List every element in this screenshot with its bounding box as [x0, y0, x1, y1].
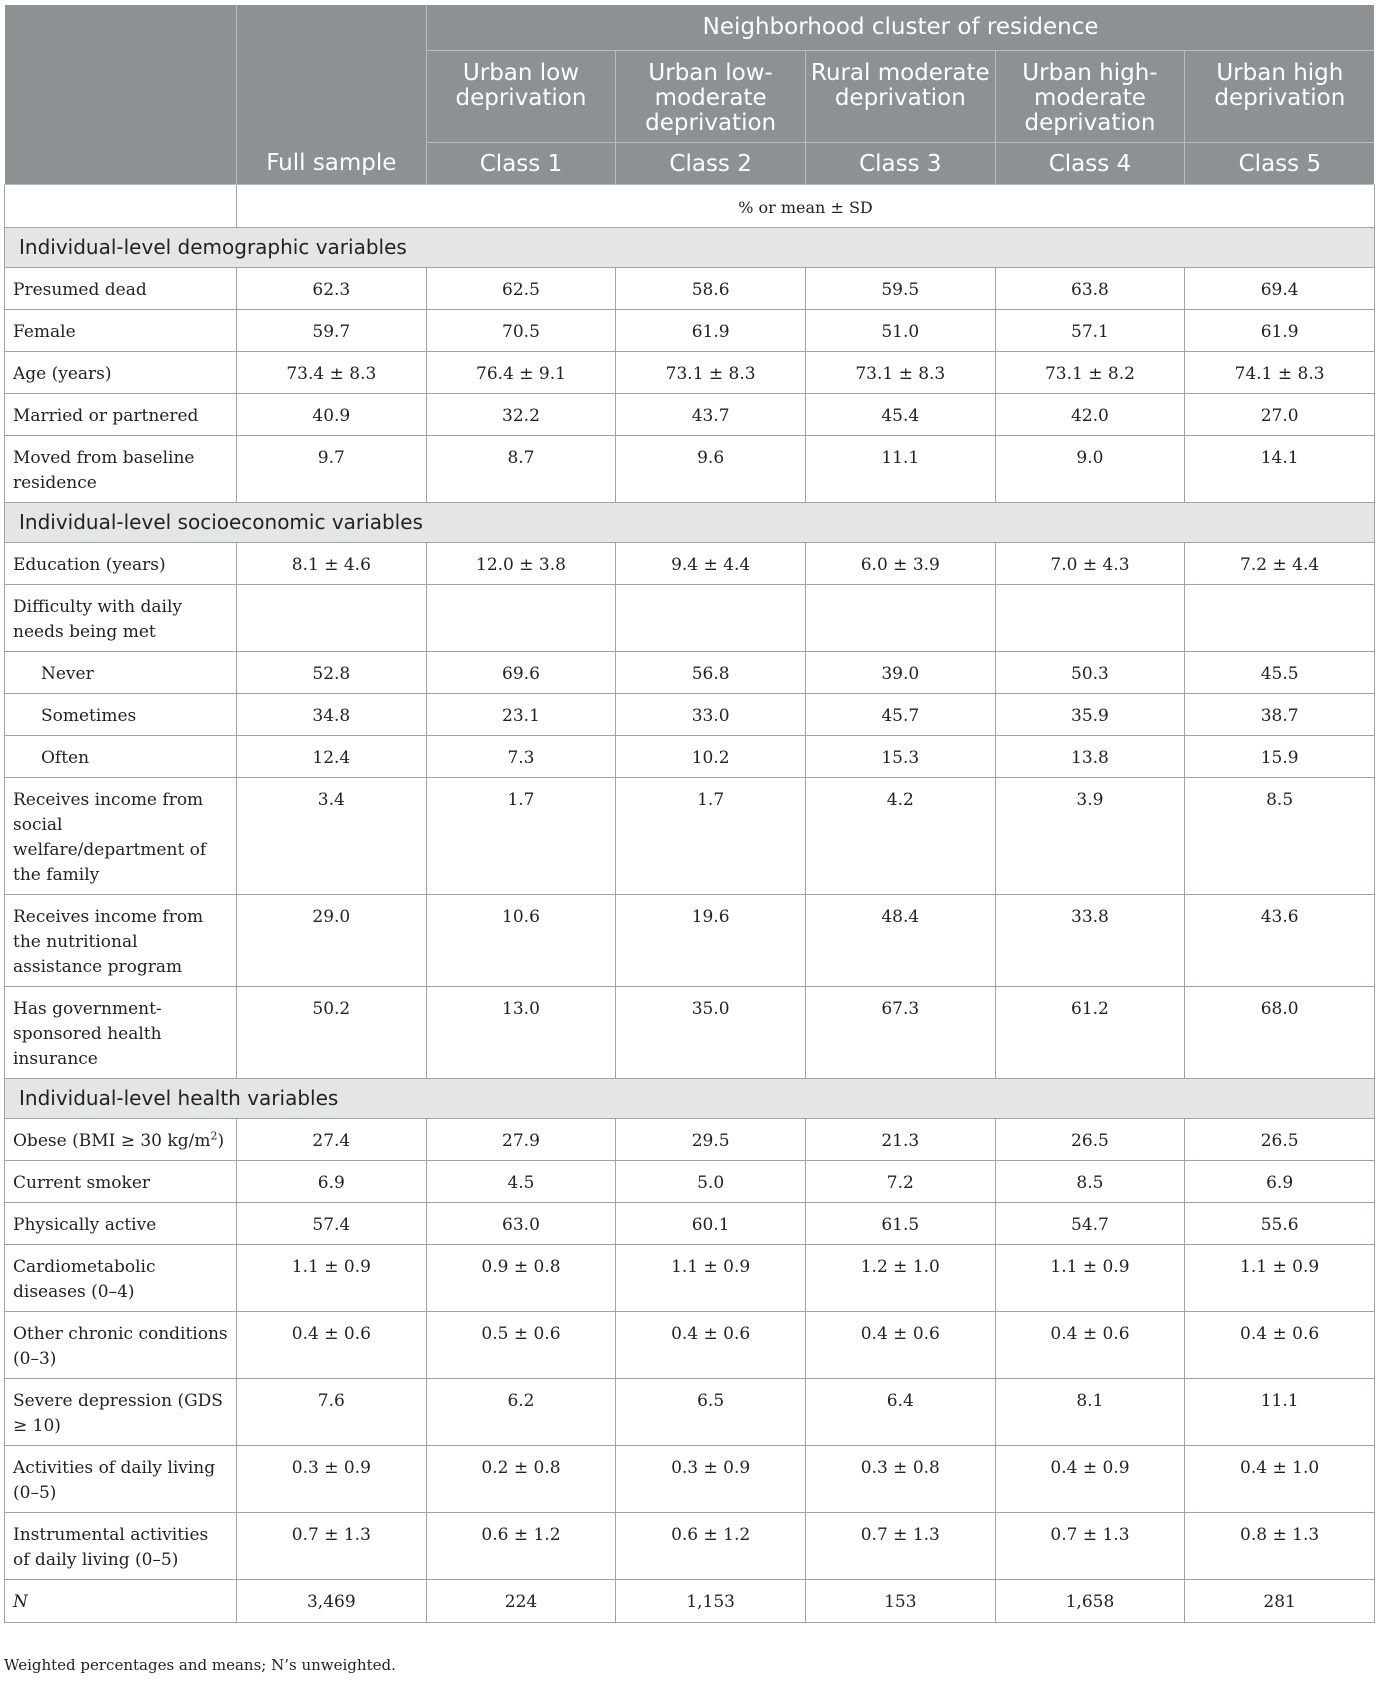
table-cell: 0.6 ± 1.2	[426, 1512, 616, 1579]
table-cell: 27.4	[237, 1118, 427, 1160]
table-cell: 54.7	[995, 1202, 1185, 1244]
row-label: Education (years)	[5, 542, 237, 584]
table-cell: 0.4 ± 1.0	[1185, 1445, 1375, 1512]
table-cell: 6.4	[805, 1378, 995, 1445]
column-header-class-1: Class 1	[426, 142, 616, 184]
table-cell: 33.8	[995, 894, 1185, 986]
cluster-name-class-2: Urban low-moderate deprivation	[616, 50, 806, 142]
obese-label-superscript: 2	[210, 1128, 218, 1142]
table-cell: 61.2	[995, 986, 1185, 1078]
row-label: Moved from baseline residence	[5, 435, 237, 502]
table-row	[5, 1512, 1375, 1579]
empty-cell	[237, 584, 427, 651]
table-row	[5, 986, 1375, 1078]
header-label-blank	[5, 142, 237, 184]
table-row	[5, 735, 1375, 777]
table-cell: 69.4	[1185, 267, 1375, 309]
table-cell: 73.4 ± 8.3	[237, 351, 427, 393]
column-header-full-sample: Full sample	[237, 142, 427, 184]
table-cell: 1.1 ± 0.9	[995, 1244, 1185, 1311]
table-cell: 40.9	[237, 393, 427, 435]
row-label: Sometimes	[5, 693, 237, 735]
table-cell: 67.3	[805, 986, 995, 1078]
table-cell: 57.4	[237, 1202, 427, 1244]
table-cell: 50.3	[995, 651, 1185, 693]
table-cell: 1.1 ± 0.9	[237, 1244, 427, 1311]
table-cell: 3,469	[237, 1579, 427, 1622]
units-label: % or mean ± SD	[237, 184, 1375, 227]
table-cell: 61.5	[805, 1202, 995, 1244]
table-cell: 51.0	[805, 309, 995, 351]
table-cell: 1,153	[616, 1579, 806, 1622]
table-cell: 0.7 ± 1.3	[805, 1512, 995, 1579]
table-cell: 55.6	[1185, 1202, 1375, 1244]
table-cell: 0.9 ± 0.8	[426, 1244, 616, 1311]
table-cell: 7.0 ± 4.3	[995, 542, 1185, 584]
table-cell: 1.7	[426, 777, 616, 894]
table-row	[5, 693, 1375, 735]
table-row	[5, 651, 1375, 693]
table-cell: 59.7	[237, 309, 427, 351]
table-row	[5, 309, 1375, 351]
column-header-class-2: Class 2	[616, 142, 806, 184]
table-cell: 42.0	[995, 393, 1185, 435]
row-label: Presumed dead	[5, 267, 237, 309]
row-label: Difficulty with daily needs being met	[5, 584, 237, 651]
table-cell: 10.2	[616, 735, 806, 777]
table-cell: 43.6	[1185, 894, 1375, 986]
table-row	[5, 894, 1375, 986]
table-cell: 61.9	[1185, 309, 1375, 351]
table-cell: 73.1 ± 8.2	[995, 351, 1185, 393]
table-cell: 23.1	[426, 693, 616, 735]
table-cell: 14.1	[1185, 435, 1375, 502]
table-row	[5, 1579, 1375, 1622]
table-cell: 15.3	[805, 735, 995, 777]
table-cell: 7.2 ± 4.4	[1185, 542, 1375, 584]
table-cell: 9.4 ± 4.4	[616, 542, 806, 584]
table-cell: 0.4 ± 0.6	[1185, 1311, 1375, 1378]
row-label: Often	[5, 735, 237, 777]
table-cell: 12.0 ± 3.8	[426, 542, 616, 584]
table-cell: 27.0	[1185, 393, 1375, 435]
table-row	[5, 351, 1375, 393]
table-cell: 8.5	[1185, 777, 1375, 894]
table-cell: 7.2	[805, 1160, 995, 1202]
table-cell: 1.7	[616, 777, 806, 894]
table-cell: 29.0	[237, 894, 427, 986]
table-row	[5, 1311, 1375, 1378]
table-cell: 62.5	[426, 267, 616, 309]
table-cell: 0.4 ± 0.6	[805, 1311, 995, 1378]
table-row	[5, 1202, 1375, 1244]
table-cell: 15.9	[1185, 735, 1375, 777]
table-cell: 13.0	[426, 986, 616, 1078]
row-label: Cardiometabolic diseases (0–4)	[5, 1244, 237, 1311]
table-cell: 73.1 ± 8.3	[616, 351, 806, 393]
table-cell: 50.2	[237, 986, 427, 1078]
table-cell: 8.7	[426, 435, 616, 502]
table-cell: 11.1	[805, 435, 995, 502]
table-cell: 10.6	[426, 894, 616, 986]
row-label: Age (years)	[5, 351, 237, 393]
row-label: Current smoker	[5, 1160, 237, 1202]
table-row	[5, 1244, 1375, 1311]
row-label: Married or partnered	[5, 393, 237, 435]
table-cell: 0.7 ± 1.3	[995, 1512, 1185, 1579]
table-cell: 76.4 ± 9.1	[426, 351, 616, 393]
column-header-class-4: Class 4	[995, 142, 1185, 184]
table-cell: 26.5	[1185, 1118, 1375, 1160]
table-cell: 9.0	[995, 435, 1185, 502]
row-label: Severe depression (GDS ≥ 10)	[5, 1378, 237, 1445]
table-cell: 281	[1185, 1579, 1375, 1622]
table-cell: 62.3	[237, 267, 427, 309]
cluster-name-class-4: Urban high-moderate deprivation	[995, 50, 1185, 142]
table-row	[5, 542, 1375, 584]
table-footnote: Weighted percentages and means; N’s unweighted.	[4, 1656, 396, 1674]
table-cell: 153	[805, 1579, 995, 1622]
table-cell: 0.7 ± 1.3	[237, 1512, 427, 1579]
table-cell: 0.4 ± 0.6	[237, 1311, 427, 1378]
row-label: Has government-sponsored health insurance	[5, 986, 237, 1078]
table-cell: 6.9	[237, 1160, 427, 1202]
column-header-class-3: Class 3	[805, 142, 995, 184]
table-cell: 59.5	[805, 267, 995, 309]
table-row	[5, 1445, 1375, 1512]
table-cell: 3.9	[995, 777, 1185, 894]
table-cell: 21.3	[805, 1118, 995, 1160]
table-cell: 0.8 ± 1.3	[1185, 1512, 1375, 1579]
neighborhood-cluster-table	[4, 5, 1375, 1623]
table-cell: 45.5	[1185, 651, 1375, 693]
table-cell: 9.6	[616, 435, 806, 502]
table-cell: 56.8	[616, 651, 806, 693]
table-row	[5, 393, 1375, 435]
table-cell: 39.0	[805, 651, 995, 693]
row-label: N	[5, 1579, 237, 1622]
table-cell: 35.9	[995, 693, 1185, 735]
table-cell: 74.1 ± 8.3	[1185, 351, 1375, 393]
table-cell: 45.7	[805, 693, 995, 735]
table-cell: 1.1 ± 0.9	[616, 1244, 806, 1311]
obese-label-end: )	[217, 1130, 225, 1151]
row-label: Physically active	[5, 1202, 237, 1244]
header-full-sample-top	[237, 5, 427, 142]
table-cell: 0.4 ± 0.6	[616, 1311, 806, 1378]
table-cell: 224	[426, 1579, 616, 1622]
table-cell: 69.6	[426, 651, 616, 693]
row-label: Other chronic conditions (0–3)	[5, 1311, 237, 1378]
table-cell: 63.0	[426, 1202, 616, 1244]
table-row	[5, 435, 1375, 502]
table-cell: 19.6	[616, 894, 806, 986]
table-cell: 1.1 ± 0.9	[1185, 1244, 1375, 1311]
table-cell: 9.7	[237, 435, 427, 502]
table-cell: 6.2	[426, 1378, 616, 1445]
table-cell: 52.8	[237, 651, 427, 693]
table-cell: 0.2 ± 0.8	[426, 1445, 616, 1512]
table-cell: 63.8	[995, 267, 1185, 309]
table-cell: 0.3 ± 0.8	[805, 1445, 995, 1512]
empty-cell	[1185, 584, 1375, 651]
row-label: Never	[5, 651, 237, 693]
table-row	[5, 1378, 1375, 1445]
table-cell: 70.5	[426, 309, 616, 351]
row-label: Receives income from social welfare/department of the family	[5, 777, 237, 894]
table-cell: 8.1 ± 4.6	[237, 542, 427, 584]
table-cell: 0.3 ± 0.9	[237, 1445, 427, 1512]
table-cell: 1,658	[995, 1579, 1185, 1622]
table-cell: 58.6	[616, 267, 806, 309]
table-row	[5, 584, 1375, 651]
units-blank-cell	[5, 184, 237, 227]
table-cell: 27.9	[426, 1118, 616, 1160]
table-cell: 60.1	[616, 1202, 806, 1244]
table-cell: 7.3	[426, 735, 616, 777]
table-cell: 33.0	[616, 693, 806, 735]
table-cell: 6.9	[1185, 1160, 1375, 1202]
row-label: Instrumental activities of daily living (0–5)	[5, 1512, 237, 1579]
table-cell: 8.1	[995, 1378, 1185, 1445]
cluster-name-class-3: Rural moderate deprivation	[805, 50, 995, 142]
table-row	[5, 267, 1375, 309]
table-cell: 0.3 ± 0.9	[616, 1445, 806, 1512]
table-cell: 4.5	[426, 1160, 616, 1202]
section-health: Individual-level health variables	[5, 1078, 1375, 1118]
row-label	[5, 1118, 237, 1160]
table-cell: 38.7	[1185, 693, 1375, 735]
empty-cell	[426, 584, 616, 651]
table-cell: 0.4 ± 0.9	[995, 1445, 1185, 1512]
table-cell: 6.0 ± 3.9	[805, 542, 995, 584]
table-cell: 3.4	[237, 777, 427, 894]
table-cell: 0.5 ± 0.6	[426, 1311, 616, 1378]
cluster-name-class-5: Urban high deprivation	[1185, 50, 1375, 142]
table-cell: 12.4	[237, 735, 427, 777]
cluster-name-class-1: Urban low deprivation	[426, 50, 616, 142]
table-cell: 8.5	[995, 1160, 1185, 1202]
table-cell: 43.7	[616, 393, 806, 435]
table-cell: 61.9	[616, 309, 806, 351]
table-cell: 11.1	[1185, 1378, 1375, 1445]
table-cell: 29.5	[616, 1118, 806, 1160]
table-row	[5, 1160, 1375, 1202]
table-row	[5, 777, 1375, 894]
empty-cell	[995, 584, 1185, 651]
row-label: Activities of daily living (0–5)	[5, 1445, 237, 1512]
column-header-class-5: Class 5	[1185, 142, 1375, 184]
table-cell: 0.4 ± 0.6	[995, 1311, 1185, 1378]
table-cell: 32.2	[426, 393, 616, 435]
table-cell: 4.2	[805, 777, 995, 894]
table-cell: 13.8	[995, 735, 1185, 777]
empty-cell	[805, 584, 995, 651]
table-cell: 26.5	[995, 1118, 1185, 1160]
header-blank-cell	[5, 5, 237, 142]
table-cell: 7.6	[237, 1378, 427, 1445]
table-cell: 6.5	[616, 1378, 806, 1445]
section-socioeconomic: Individual-level socioeconomic variables	[5, 502, 1375, 542]
table-cell: 73.1 ± 8.3	[805, 351, 995, 393]
table-row	[5, 1118, 1375, 1160]
table-cell: 45.4	[805, 393, 995, 435]
row-label: Female	[5, 309, 237, 351]
row-label: Receives income from the nutritional assistance program	[5, 894, 237, 986]
table-cell: 1.2 ± 1.0	[805, 1244, 995, 1311]
table-cell: 5.0	[616, 1160, 806, 1202]
group-header-title: Neighborhood cluster of residence	[426, 5, 1374, 50]
table-cell: 0.6 ± 1.2	[616, 1512, 806, 1579]
table-cell: 34.8	[237, 693, 427, 735]
table-cell: 35.0	[616, 986, 806, 1078]
obese-label-main: Obese (BMI ≥ 30 kg/m	[13, 1130, 211, 1151]
empty-cell	[616, 584, 806, 651]
table-cell: 57.1	[995, 309, 1185, 351]
table-cell: 48.4	[805, 894, 995, 986]
table-cell: 68.0	[1185, 986, 1375, 1078]
section-demographic: Individual-level demographic variables	[5, 227, 1375, 267]
